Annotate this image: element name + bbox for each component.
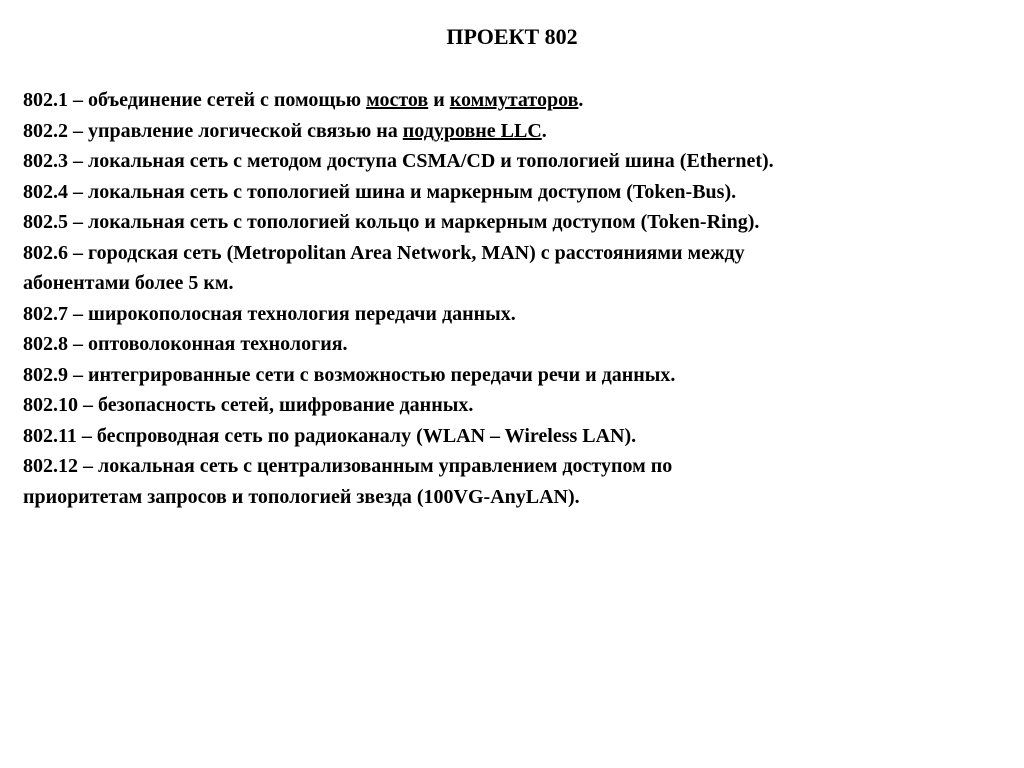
list-item-802-4: 802.4 – локальная сеть с топологией шина и маркерным доступом (Token-Bus). [23,180,737,203]
list-item-802-11: 802.11 – беспроводная сеть по радиоканалу (WLAN – Wireless LAN). [23,424,637,447]
item-text: и [428,89,450,111]
bridges-link[interactable]: мостов [366,89,429,111]
item-text: 802.2 – управление логической связью на [23,119,403,142]
item-text: 802.1 – объединение сетей с помощью [23,89,367,111]
list-item-802-5: 802.5 – локальная сеть с топологией кольцо и маркерным доступом (Token-Ring). [23,211,760,233]
list-item-802-2 [23,116,998,147]
list-item-802-12 [23,451,998,512]
list-item-802-8: 802.8 – оптоволоконная технология. [23,333,348,355]
list-item-802-10: 802.10 – безопасность сетей, шифрование данных. [23,394,474,416]
item-text-line-2: приоритетам запросов и топологией звезда (100VG-AnyLAN). [23,485,580,508]
list-item-802-7: 802.7 – широкополосная технология передачи данных. [23,302,516,325]
item-text: . [541,119,547,142]
switches-link[interactable]: коммутаторов [449,89,579,111]
llc-sublayer-link[interactable]: подуровне LLC [402,119,542,142]
item-text: . [578,89,584,111]
list-item-802-3: 802.3 – локальная сеть с методом доступа CSMA/CD и топологией шина (Ethernet). [23,150,774,172]
item-text-line-2: абонентами более 5 км. [23,272,234,294]
item-text-line-1: 802.12 – локальная сеть с централизованным управлением доступом по [23,455,673,477]
list-item-802-1 [23,85,998,116]
list-item-802-9: 802.9 – интегрированные сети с возможностью передачи речи и данных. [23,363,676,386]
item-text-line-1: 802.6 – городская сеть (Metropolitan Area Network, MAN) с расстояниями между [23,241,745,264]
list-item-802-6 [23,238,998,299]
standards-list [23,85,998,512]
page-title: ПРОЕКТ 802 [446,24,578,49]
